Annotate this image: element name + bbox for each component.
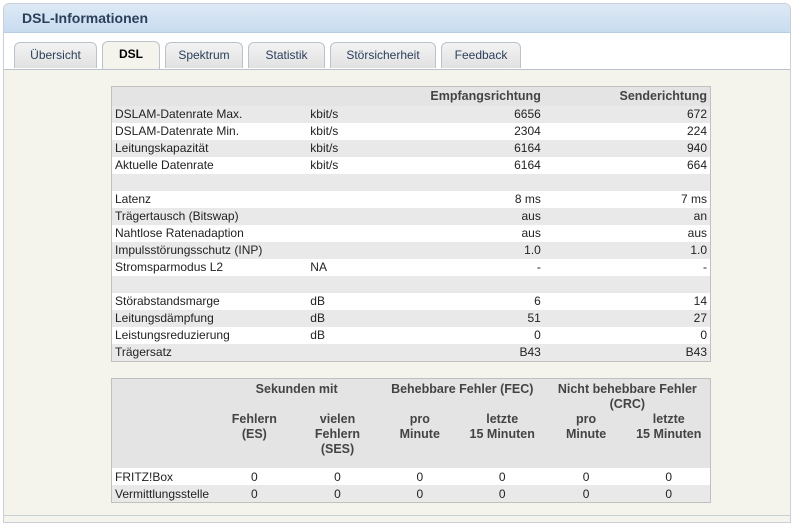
table-row (112, 293, 711, 310)
row-label: Latenz (112, 191, 308, 208)
row-rx-value (399, 276, 544, 293)
panel-title: DSL-Informationen (4, 4, 790, 33)
row-rx-value: - (399, 259, 544, 276)
row-label: Impulsstörungsschutz (INP) (112, 242, 308, 259)
row-unit: dB (307, 327, 399, 344)
row-label: Leitungsdämpfung (112, 310, 308, 327)
footer-divider (4, 515, 790, 516)
row-unit: kbit/s (307, 157, 399, 174)
row-rx-value: 6164 (399, 140, 544, 157)
error-row-label: Vermittlungsstelle (112, 485, 214, 503)
row-rx-value: aus (399, 208, 544, 225)
error-group-crc (545, 379, 711, 413)
row-label (112, 276, 308, 293)
tab-feedback[interactable]: Feedback (441, 42, 521, 68)
row-label: DSLAM-Datenrate Max. (112, 106, 308, 123)
row-rx-value: aus (399, 225, 544, 242)
table-row (112, 140, 711, 157)
table-row (112, 174, 711, 191)
table-row (112, 106, 711, 123)
error-subheader (628, 412, 711, 468)
row-rx-value (399, 174, 544, 191)
row-unit (307, 191, 399, 208)
row-tx-value: 27 (544, 310, 711, 327)
error-subheader-line: 15 Minuten (469, 427, 535, 441)
error-table-body (112, 468, 711, 503)
error-subheader-line: (ES) (241, 427, 267, 441)
row-rx-value: 1.0 (399, 242, 544, 259)
dsl-values-body (112, 106, 711, 362)
error-header-empty (112, 379, 214, 469)
row-tx-value (544, 276, 711, 293)
error-subheader-line: letzte (652, 412, 685, 426)
error-value: 0 (545, 468, 628, 485)
row-label: Trägersatz (112, 344, 308, 362)
row-label: Leistungsreduzierung (112, 327, 308, 344)
table-row (112, 208, 711, 225)
row-unit: dB (307, 293, 399, 310)
row-unit (307, 225, 399, 242)
table-row (112, 191, 711, 208)
table-row (112, 468, 711, 485)
error-value: 0 (460, 468, 545, 485)
header-empty (112, 87, 308, 106)
row-label: DSLAM-Datenrate Min. (112, 123, 308, 140)
table-row (112, 327, 711, 344)
tab-stoersicherheit[interactable]: Störsicherheit (330, 42, 436, 68)
tab-spektrum[interactable]: Spektrum (165, 42, 243, 68)
error-subheader (380, 412, 460, 468)
error-value: 0 (545, 485, 628, 503)
row-rx-value: 6 (399, 293, 544, 310)
header-unit (307, 87, 399, 106)
row-label: Stromsparmodus L2 (112, 259, 308, 276)
row-rx-value: 2304 (399, 123, 544, 140)
error-subheader (213, 412, 295, 468)
error-subheader (295, 412, 380, 468)
row-label: Nahtlose Ratenadaption (112, 225, 308, 242)
error-value: 0 (295, 468, 380, 485)
table-row (112, 157, 711, 174)
error-value: 0 (628, 468, 711, 485)
error-subheader-line: Minute (399, 427, 440, 441)
table-row (112, 485, 711, 503)
error-subheader (460, 412, 545, 468)
row-rx-value: 51 (399, 310, 544, 327)
row-rx-value: 0 (399, 327, 544, 344)
row-unit: dB (307, 310, 399, 327)
error-group-fec: Behebbare Fehler (FEC) (380, 379, 545, 413)
row-tx-value: 7 ms (544, 191, 711, 208)
table-row (112, 344, 711, 362)
row-label: Störabstandsmarge (112, 293, 308, 310)
table-row (112, 259, 711, 276)
error-group-crc-line1: Nicht behebbare Fehler (557, 382, 697, 396)
tab-dsl[interactable]: DSL (102, 41, 160, 69)
error-value: 0 (460, 485, 545, 503)
error-value: 0 (380, 468, 460, 485)
row-label (112, 174, 308, 191)
row-tx-value: 0 (544, 327, 711, 344)
row-tx-value: 940 (544, 140, 711, 157)
row-unit: NA (307, 259, 399, 276)
row-unit: kbit/s (307, 140, 399, 157)
error-group-crc-line2: (CRC) (609, 397, 646, 411)
error-subheader-line: letzte (486, 412, 519, 426)
row-rx-value: B43 (399, 344, 544, 362)
row-tx-value: aus (544, 225, 711, 242)
error-subheader-line: pro (576, 412, 597, 426)
error-subheader-line: Minute (565, 427, 607, 441)
row-tx-value: 672 (544, 106, 711, 123)
row-label: Aktuelle Datenrate (112, 157, 308, 174)
row-tx-value: 1.0 (544, 242, 711, 259)
row-unit (307, 174, 399, 191)
row-tx-value: 664 (544, 157, 711, 174)
error-value: 0 (380, 485, 460, 503)
table-row (112, 276, 711, 293)
error-subheader-line: (SES) (320, 442, 355, 456)
tab-statistik[interactable]: Statistik (248, 42, 325, 68)
error-subheader-line: Fehlern (314, 427, 361, 441)
row-tx-value: an (544, 208, 711, 225)
table-row (112, 310, 711, 327)
content-area (4, 70, 790, 520)
error-subheader-line: 15 Minuten (636, 427, 702, 441)
row-tx-value: B43 (544, 344, 711, 362)
row-unit (307, 344, 399, 362)
row-unit (307, 242, 399, 259)
row-label: Trägertausch (Bitswap) (112, 208, 308, 225)
error-table (111, 378, 711, 503)
row-label: Leitungskapazität (112, 140, 308, 157)
tab-bar (4, 33, 790, 70)
tab-uebersicht[interactable]: Übersicht (14, 42, 97, 68)
error-subheader (545, 412, 628, 468)
table-row (112, 242, 711, 259)
error-value: 0 (213, 485, 295, 503)
error-value: 0 (213, 468, 295, 485)
dsl-info-panel (3, 3, 791, 523)
row-unit: kbit/s (307, 106, 399, 123)
error-value: 0 (628, 485, 711, 503)
dsl-values-table (111, 86, 711, 362)
row-rx-value: 6164 (399, 157, 544, 174)
error-subheader-line: Fehlern (231, 412, 277, 426)
row-rx-value: 6656 (399, 106, 544, 123)
table-row (112, 225, 711, 242)
error-row-label: FRITZ!Box (112, 468, 214, 485)
row-tx-value: 14 (544, 293, 711, 310)
row-tx-value: 224 (544, 123, 711, 140)
error-subheader-line: pro (409, 412, 430, 426)
error-value: 0 (295, 485, 380, 503)
row-unit (307, 276, 399, 293)
row-unit: kbit/s (307, 123, 399, 140)
row-tx-value: - (544, 259, 711, 276)
row-unit (307, 208, 399, 225)
header-rx: Empfangsrichtung (399, 87, 544, 106)
error-group-seconds: Sekunden mit (213, 379, 379, 413)
row-rx-value: 8 ms (399, 191, 544, 208)
error-subheader-line: vielen (319, 412, 356, 426)
row-tx-value (544, 174, 711, 191)
table-row (112, 123, 711, 140)
header-tx: Senderichtung (544, 87, 711, 106)
